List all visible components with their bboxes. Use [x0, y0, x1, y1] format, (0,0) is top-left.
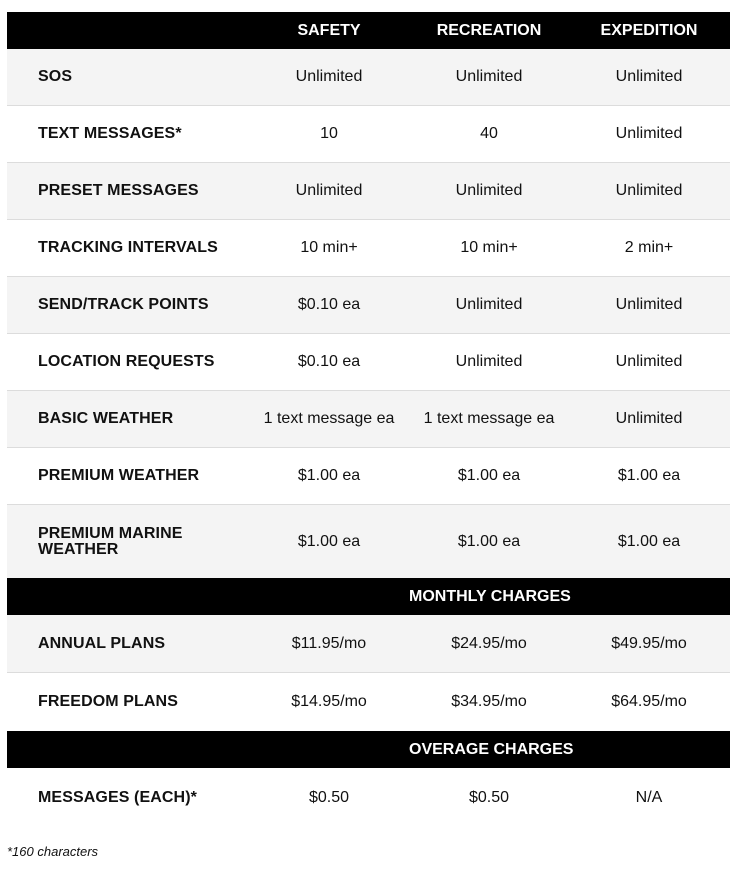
cell-expedition: Unlimited — [615, 182, 683, 199]
cell-recreation: $1.00 ea — [457, 467, 521, 484]
cell-recreation: $1.00 ea — [457, 532, 521, 550]
cell-expedition: $1.00 ea — [617, 532, 681, 550]
cell-safety: Unlimited — [295, 68, 363, 85]
section-header-monthly-charges — [7, 578, 730, 615]
row-label: TEXT MESSAGES* — [38, 125, 182, 142]
column-header-expedition: EXPEDITION — [600, 21, 698, 39]
cell-safety: $0.50 — [308, 788, 350, 806]
footnote: *160 characters — [7, 844, 99, 859]
cell-expedition: Unlimited — [615, 68, 683, 85]
section-title: MONTHLY CHARGES — [409, 588, 571, 605]
cell-safety: 1 text message ea — [263, 410, 395, 427]
cell-recreation: $24.95/mo — [451, 634, 527, 652]
cell-expedition: 2 min+ — [624, 239, 674, 256]
row-label: TRACKING INTERVALS — [38, 239, 218, 256]
cell-safety: Unlimited — [295, 182, 363, 199]
row-label: BASIC WEATHER — [38, 410, 174, 427]
cell-recreation: Unlimited — [455, 296, 523, 313]
row-label: SOS — [38, 68, 73, 85]
cell-recreation: $34.95/mo — [451, 693, 527, 710]
table-row-preset-messages — [7, 163, 730, 220]
cell-expedition: $49.95/mo — [611, 634, 687, 652]
row-label: FREEDOM PLANS — [38, 693, 178, 710]
section-header-overage-charges — [7, 731, 730, 768]
table-row-basic-weather — [7, 391, 730, 448]
cell-safety: 10 min+ — [300, 239, 358, 256]
plan-comparison-table — [7, 12, 730, 827]
cell-expedition: N/A — [635, 788, 663, 806]
cell-expedition: Unlimited — [615, 125, 683, 142]
cell-expedition: Unlimited — [615, 353, 683, 370]
cell-safety: $0.10 ea — [297, 296, 361, 313]
table-row-freedom-plans — [7, 673, 730, 731]
cell-recreation: $0.50 — [468, 788, 510, 806]
cell-safety: $11.95/mo — [291, 634, 367, 652]
row-label: MESSAGES (EACH)* — [38, 788, 197, 806]
row-label: PREMIUM MARINE WEATHER — [38, 524, 183, 558]
table-header — [7, 12, 730, 49]
row-label: PREMIUM WEATHER — [38, 467, 200, 484]
cell-recreation: 1 text message ea — [423, 410, 555, 427]
table-row-annual-plans — [7, 615, 730, 673]
cell-recreation: Unlimited — [455, 182, 523, 199]
table-row-premium-marine-weather — [7, 505, 730, 578]
cell-recreation: 10 min+ — [460, 239, 518, 256]
cell-expedition: $1.00 ea — [617, 467, 681, 484]
table-row-text-messages — [7, 106, 730, 163]
row-label: SEND/TRACK POINTS — [38, 296, 209, 313]
table-row-tracking-intervals — [7, 220, 730, 277]
cell-safety: $1.00 ea — [297, 467, 361, 484]
cell-safety: $0.10 ea — [297, 353, 361, 370]
table-row-premium-weather — [7, 448, 730, 505]
row-label: ANNUAL PLANS — [38, 634, 166, 652]
column-header-safety: SAFETY — [297, 21, 361, 39]
cell-safety: 10 — [320, 125, 338, 142]
section-title: OVERAGE CHARGES — [409, 741, 574, 758]
cell-expedition: Unlimited — [615, 296, 683, 313]
cell-expedition: $64.95/mo — [611, 693, 687, 710]
cell-expedition: Unlimited — [615, 410, 683, 427]
cell-safety: $14.95/mo — [291, 693, 367, 710]
table-row-send-track-points — [7, 277, 730, 334]
column-header-recreation: RECREATION — [436, 21, 542, 39]
table-row-sos — [7, 49, 730, 106]
cell-safety: $1.00 ea — [297, 532, 361, 550]
cell-recreation: 40 — [480, 125, 498, 142]
row-label: PRESET MESSAGES — [38, 182, 199, 199]
table-row-location-requests — [7, 334, 730, 391]
row-label: LOCATION REQUESTS — [38, 353, 215, 370]
table-row-messages-each — [7, 768, 730, 827]
cell-recreation: Unlimited — [455, 68, 523, 85]
cell-recreation: Unlimited — [455, 353, 523, 370]
